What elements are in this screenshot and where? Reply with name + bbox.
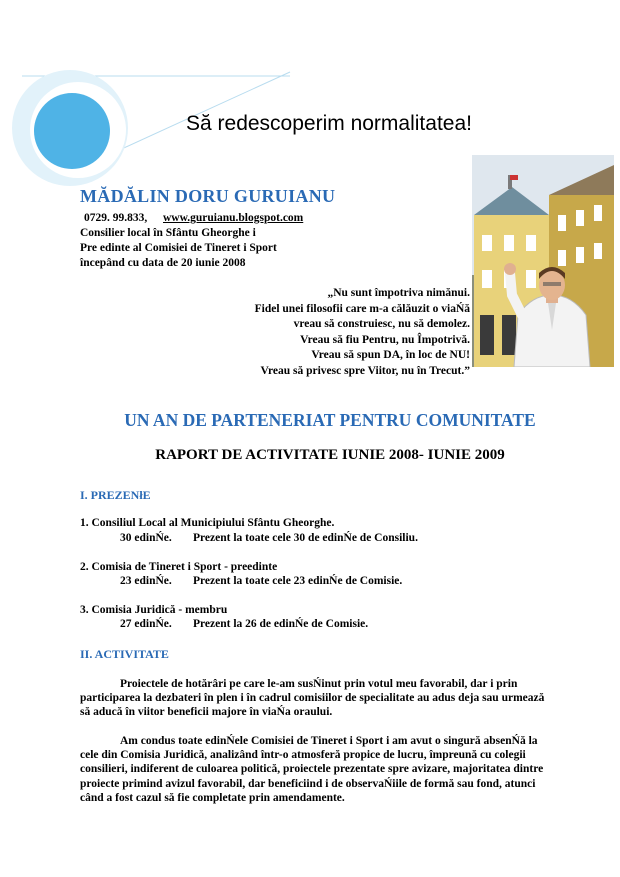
- decorative-circle-inner: [34, 93, 110, 169]
- presence-item-detail: Prezent la toate cele 23 edinŃe de Comisie.: [193, 575, 403, 587]
- report-subtitle: RAPORT DE ACTIVITATE IUNIE 2008- IUNIE 2009: [155, 447, 505, 463]
- presence-item-title: 1. Consiliul Local al Municipiului Sfântu Gheorghe.: [80, 517, 335, 529]
- quote-block: [255, 286, 470, 379]
- role-line-2: Pre edinte al Comisiei de Tineret i Sport: [80, 242, 277, 254]
- presence-item-count: 30 edinŃe.: [120, 532, 172, 544]
- quote-line: Vreau să spun DA, în loc de NU!: [311, 349, 470, 361]
- role-line-1: Consilier local în Sfântu Gheorghe i: [80, 227, 256, 239]
- portrait-photo: [472, 155, 614, 367]
- quote-line: Fidel unei filosofii care m-a călăuzit o viaŃă: [254, 302, 470, 315]
- quote-line: vreau să construiesc, nu să demolez.: [293, 318, 470, 330]
- role-line-3: începând cu data de 20 iunie 2008: [80, 257, 246, 269]
- presence-item-detail: Prezent la toate cele 30 de edinŃe de Consiliu.: [193, 532, 418, 544]
- presence-item-count: 27 edinŃe.: [120, 618, 172, 630]
- paragraph-text: Proiectele de hotărâri pe care le-am susŃinut prin votul meu favorabil, dar i prin participarea la dezbateri în plen i în cadrul comisiilor de specialitate au adus deja sau urmează să aducă în viitor beneficii majore în viaŃa oraului.: [80, 678, 545, 719]
- website-link[interactable]: www.guruianu.blogspot.com: [163, 212, 304, 224]
- phone-number: 0729. 99.833,: [84, 212, 148, 224]
- report-title: UN AN DE PARTENERIAT PENTRU COMUNITATE: [124, 410, 536, 430]
- section-heading-presence: I. PREZENłE: [80, 488, 151, 502]
- contact-line: [84, 211, 303, 226]
- presence-item-detail: Prezent la 26 de edinŃe de Comisie.: [193, 618, 369, 630]
- quote-line: „Nu sunt împotriva nimănui.: [327, 287, 470, 299]
- paragraph-text: Am condus toate edinŃele Comisiei de Tineret i Sport i am avut o singură absenŃă la cele din Comisia Juridică, analizând într-o atmosferă propice de lucru, împreună cu colegii consilieri, indiferent de culoarea politică, proiectele prezentate spre avizare, majoritatea dintre proiecte primind avizul favorabil, dar beneficiind i de observaŃiile de formă sau fond, atunci când a fost cazul să fie completate prin amendamente.: [80, 735, 544, 804]
- person-name: MĂDĂLIN DORU GURUIANU: [80, 186, 336, 206]
- slogan: Să redescoperim normalitatea!: [186, 112, 472, 135]
- presence-item-title: 3. Comisia Juridică - membru: [80, 604, 228, 616]
- section-heading-activity: II. ACTIVITATE: [80, 647, 169, 661]
- activity-paragraph-2: [80, 734, 555, 805]
- quote-line: Vreau să privesc spre Viitor, nu în Trecut.”: [260, 364, 470, 377]
- presence-item-title: 2. Comisia de Tineret i Sport - preedinte: [80, 561, 278, 573]
- presence-item-count: 23 edinŃe.: [120, 575, 172, 587]
- activity-paragraph-1: [80, 677, 555, 720]
- quote-line: Vreau să fiu Pentru, nu Împotrivă.: [300, 333, 470, 346]
